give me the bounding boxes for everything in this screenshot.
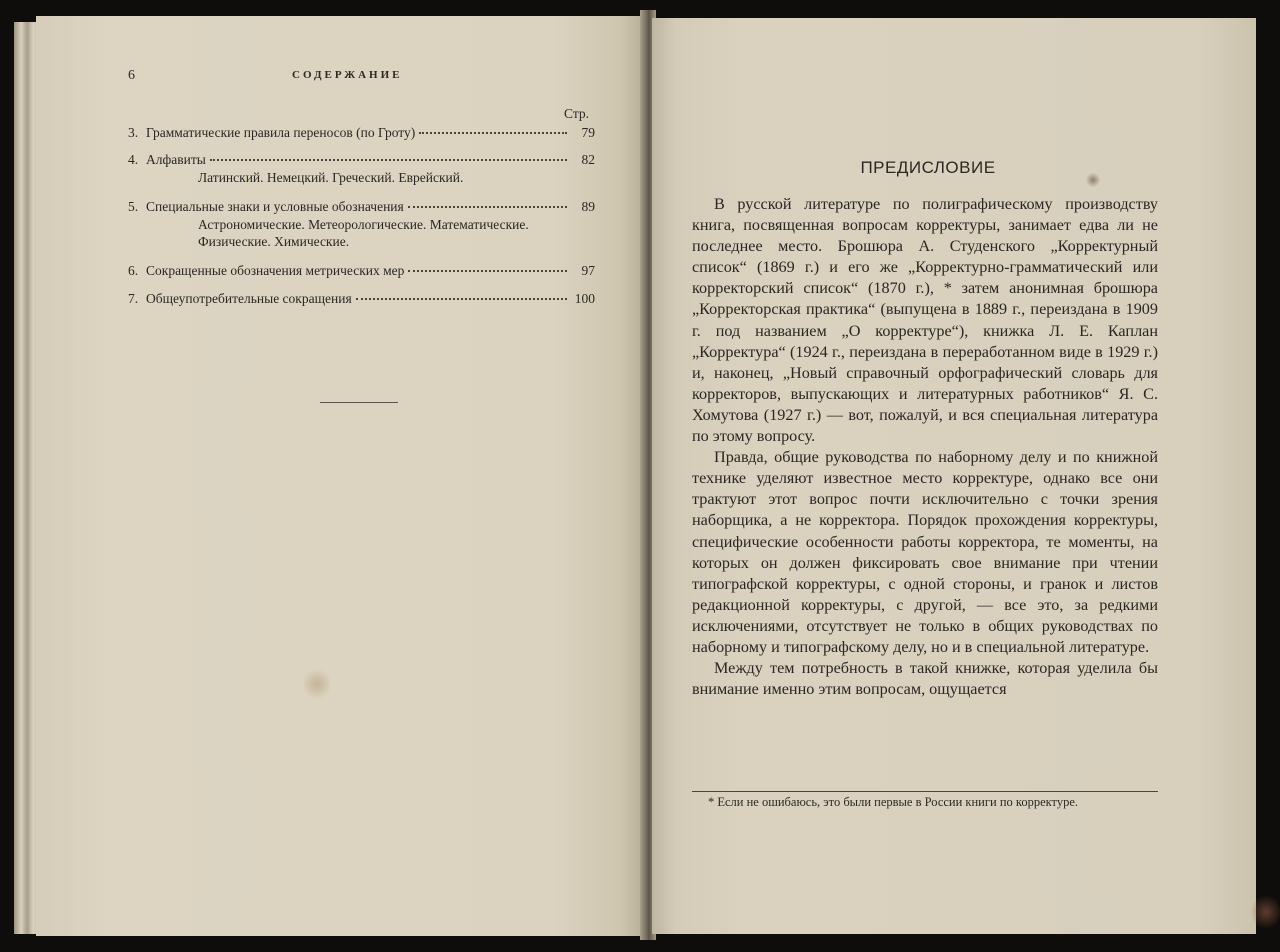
toc-leader (356, 298, 567, 300)
toc-entry (128, 124, 595, 142)
toc-number: 5. (128, 199, 139, 214)
paragraph: В русской литературе по полиграфическому производству книга, посвященная вопросам корректуры, занимает едва ли не последнее место. Брошюра А. Студенского „Корректурный список“ (1869 г.) и его же „Корректурно-грамматический или корректорский список“ (1870 г.), * затем анонимная брошюра „Корректорская практика“ (выпущена в 1889 г., переиздана в 1909 г. под названием „О корректуре“), книжка Л. Е. Каплан „Корректура“ (1924 г., переиздана в переработанном виде в 1929 г.) и, наконец, „Новый справочный орфографический словарь для корректоров, выпускающих и литературных работников“ Я. С. Хомутова (1927 г.) — вот, пожалуй, и вся специальная литература по этому вопросу. (692, 195, 1158, 446)
chapter-title: ПРЕДИСЛОВИЕ (860, 158, 996, 177)
toc-page-number: 97 (581, 263, 595, 278)
toc-subentries: Астрономические. Метеорологические. Математические. Физические. Химические. (198, 217, 529, 249)
toc-title: Грамматические правила переносов (по Гроту) (146, 125, 416, 140)
toc-title: Алфавиты (146, 152, 206, 167)
running-header: СОДЕРЖАНИЕ (292, 69, 403, 81)
toc-number: 3. (128, 125, 139, 140)
toc-leader (408, 270, 567, 272)
section-divider (320, 402, 398, 403)
toc-title: Специальные знаки и условные обозначения (146, 199, 404, 214)
footnote-rule (692, 791, 1158, 792)
toc-page-number: 79 (581, 125, 595, 140)
toc-entry (128, 262, 595, 280)
body-text (692, 194, 1158, 700)
toc-number: 4. (128, 152, 139, 167)
page-edges (14, 22, 38, 934)
paragraph: Между тем потребность в такой книжке, которая уделила бы внимание именно этим вопросам, ощущается (692, 659, 1158, 699)
toc-entry (128, 151, 595, 186)
page-column-label: Стр. (564, 106, 590, 121)
toc-number: 7. (128, 291, 139, 306)
toc-page-number: 89 (581, 199, 595, 214)
footnote: * Если не ошибаюсь, это были первые в России книги по корректуре. (708, 795, 1078, 809)
paragraph: Правда, общие руководства по наборному делу и по книжной технике уделяют известное место корректуре, однако все они трактуют этот вопрос почти исключительно с точки зрения наборщика, а не корректора. Порядок прохождения корректуры, специфические особенности работы корректора, те моменты, на которых он должен фиксировать свое внимание при чтении типографской корректуры, с одной стороны, и гранок и листов редакционной корректуры, с другой, — все это, за редкими исключениями, отсутствует не только в общих руководствах по наборному и типографскому делу, но и в специальной литературе. (692, 448, 1158, 656)
toc-page-number: 82 (581, 152, 595, 167)
toc-leader (419, 132, 567, 134)
paper-stain (304, 666, 330, 702)
toc-page-number: 100 (574, 291, 595, 306)
toc-leader (408, 206, 567, 208)
toc-title: Сокращенные обозначения метрических мер (146, 263, 405, 278)
toc-entry (128, 290, 595, 308)
page-number: 6 (128, 68, 135, 83)
toc-entry (128, 198, 595, 250)
toc-leader (210, 159, 567, 161)
toc-subentries: Латинский. Немецкий. Греческий. Еврейский. (198, 170, 464, 185)
toc-number: 6. (128, 263, 139, 278)
toc-title: Общеупотребительные сокращения (146, 291, 352, 306)
paper-stain (1252, 892, 1280, 932)
